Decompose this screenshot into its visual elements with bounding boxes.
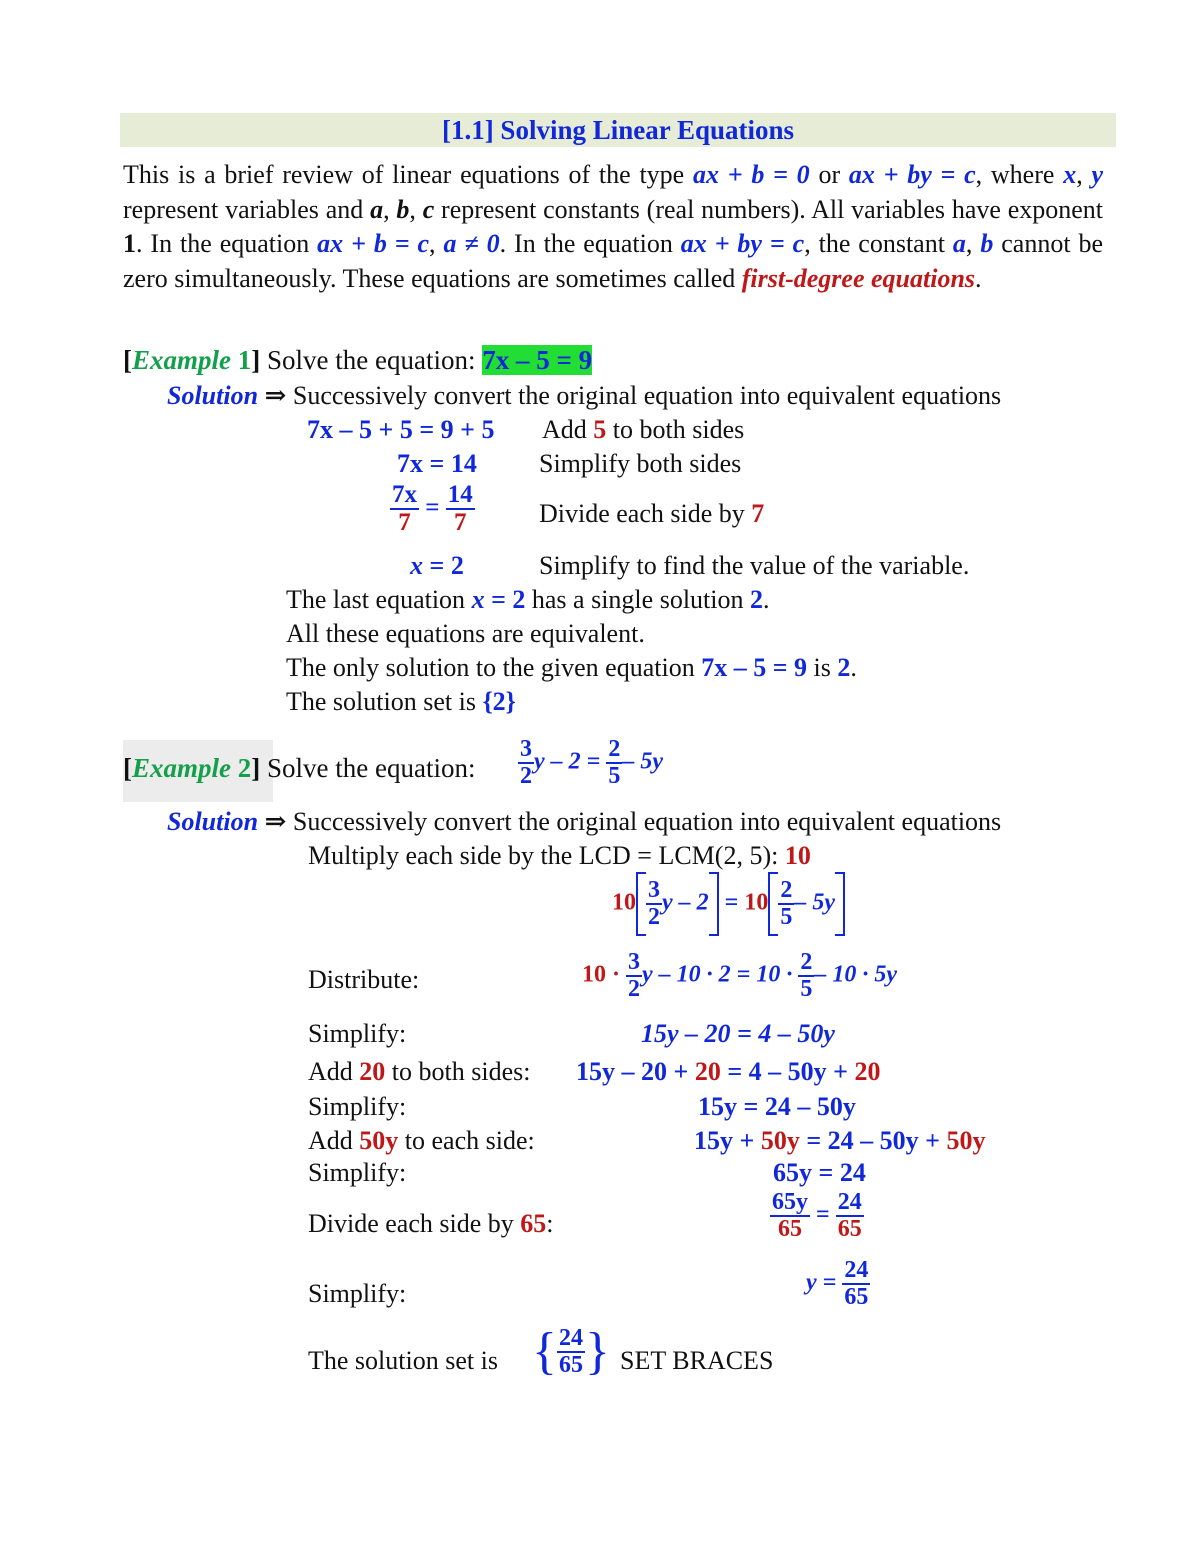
step-note-number: 5 [593,415,607,444]
fraction [518,737,534,789]
left-bracket [636,872,646,936]
step-label: Distribute: [308,965,420,994]
constant: c [422,194,435,224]
implies-arrow: ⇒ [258,381,287,410]
variable: y [1091,160,1103,189]
left-bracket [768,872,778,936]
example-label: Example [132,345,231,375]
example-label: Example [132,753,231,783]
bracket-close: ] [251,345,261,375]
numerator: 3 [626,950,642,977]
equation: ax + by = c [680,229,805,258]
intro-text: represent variables and [123,194,371,224]
denominator: 5 [608,763,621,790]
equation: ax + by = c [848,160,976,189]
denominator: 65 [837,1216,862,1243]
denominator: 2 [520,763,532,790]
distribute-equation [582,950,897,1002]
constant: a [370,194,384,224]
step-label-text: Add [308,1126,360,1155]
conclusion-line [286,686,516,717]
solution-text: Successively convert the original equation into equivalent equations [286,807,1002,836]
equation-part: 10 · [582,961,621,988]
equation-part: – 10 · 5y [814,961,897,988]
intro-text: , [1076,160,1092,189]
numerator: 2 [778,878,794,905]
fraction [626,950,642,1002]
variable: x [410,551,423,580]
denominator: 7 [454,509,467,537]
conclusion-line: All these equations are equivalent. [286,619,645,648]
solution-2-line [167,806,1001,837]
multiply-equation [612,872,845,936]
lcd-text: Multiply each side by the LCD = LCM(2, 5): [308,841,785,870]
equals-sign: = [718,889,745,916]
example-2-heading [123,752,475,784]
step-label-text: : [546,1209,554,1238]
conclusion-text: The solution set is [286,687,483,716]
step-note-text: to both sides [606,415,745,444]
final-equation [806,1258,870,1310]
numerator: 2 [798,950,814,977]
conclusion-text: The only solution to the given equation [286,653,702,682]
denominator: 2 [628,976,641,1003]
conclusion-text: The last equation [286,585,472,614]
fraction-equation [770,1190,864,1242]
example-1-heading [123,344,592,376]
intro-text: or [809,160,849,189]
step-label-text: Add [308,1057,360,1086]
set-braces-note: SET BRACES [620,1346,774,1375]
fraction [557,1326,585,1378]
lcd-value: 10 [784,841,811,870]
equation: a ≠ 0 [443,229,500,258]
step-label [308,1056,530,1087]
variable: x [471,585,485,614]
key-term: first-degree equations [741,263,976,293]
step-equation: 15y – 20 = 4 – 50y [641,1019,835,1048]
example-2-equation [518,737,663,789]
solution-value: 2 [837,653,851,682]
multiplier: 10 [612,889,636,916]
step-note-number: 7 [751,499,765,528]
step-note [539,498,764,529]
example-number: 1 [231,345,252,375]
equation-part: y – 2 = [534,748,601,775]
numerator: 3 [646,878,662,905]
denominator: 5 [800,976,813,1003]
constant: b [396,194,410,224]
conclusion-text: The solution set is [308,1346,498,1375]
fraction [770,1190,810,1242]
conclusion-text: is [807,653,838,682]
conclusion-text: . [850,653,857,682]
step-label-number: 20 [359,1057,386,1086]
bracket-close: ] [251,753,261,783]
equals-sign: = [425,493,440,521]
bracket-open: [ [123,753,132,783]
step-label-number: 50y [359,1126,399,1155]
denominator: 65 [558,1352,583,1379]
conclusion-line [286,652,857,683]
intro-text: cannot be zero simultaneously. These equations are sometimes called [123,229,1104,293]
fraction [390,482,419,537]
equation-part: 15y + [694,1126,761,1155]
right-brace: } [584,1323,610,1381]
intro-text: , where [975,160,1064,189]
intro-text: . In the equation [136,229,318,258]
numerator: 65y [770,1190,810,1217]
equation-part: 20 [854,1057,881,1086]
solution-value: 2 [749,585,763,614]
exponent-value: 1 [123,229,136,258]
step-label: Simplify: [308,1158,407,1187]
numerator: 14 [446,482,475,510]
denominator: 5 [780,904,793,930]
equation-part: y – 2 [662,889,709,916]
solution-1-line [167,380,1001,411]
solution-set: {2} [482,687,516,716]
fraction [836,1190,864,1242]
example-prompt: Solve the equation: [260,345,483,375]
intro-text: , the constant [804,229,953,258]
equation: ax + b = 0 [693,160,810,189]
highlighted-equation: 7x – 5 = 9 [482,345,593,375]
numerator: 3 [518,737,534,764]
example-number: 2 [231,753,252,783]
equation: 7x – 5 = 9 [701,653,808,682]
numerator: 24 [842,1258,870,1285]
step-note-text: Add [542,415,594,444]
equation-part: = 4 – 50y + [720,1057,855,1086]
intro-text: , [383,194,397,224]
variable: x [1063,160,1077,189]
step-label: Simplify: [308,1019,407,1048]
numerator: 7x [390,482,419,510]
equation-part: 15y – 20 + [576,1057,695,1086]
denominator: 2 [648,904,660,930]
implies-arrow: ⇒ [258,807,287,836]
fraction-equation [390,482,475,537]
constant: a [952,229,966,258]
intro-text: . [975,263,982,293]
constant: b [980,229,994,258]
equation-part: – 5y [794,889,835,916]
fraction [446,482,475,537]
equation-part: – 5y [622,748,663,775]
step-label [308,1208,554,1239]
step-label: Simplify: [308,1279,407,1308]
step-label-number: 65 [520,1209,547,1238]
fraction [778,878,794,930]
conclusion-line [286,584,769,615]
intro-text: . In the equation [499,229,681,258]
intro-text: , [965,229,981,258]
conclusion-text: . [762,585,770,614]
step-label-text: to both sides: [385,1057,531,1086]
numerator: 24 [557,1326,585,1353]
equation-part: = 2 [423,551,464,580]
intro-text: , [429,229,444,258]
multiplier: 10 [744,889,769,916]
step-note: Simplify to find the value of the variable. [539,551,970,580]
numerator: 24 [836,1190,864,1217]
intro-paragraph [123,158,1103,296]
solution-label: Solution [167,381,259,410]
equation-part: 50y [946,1126,986,1155]
page-title: [1.1] Solving Linear Equations [441,115,795,145]
step-equation [410,550,464,581]
fraction [646,878,662,930]
denominator: 7 [398,509,411,537]
equation-part: = 24 – 50y + [799,1126,947,1155]
fraction [842,1258,870,1310]
fraction [798,950,814,1002]
step-note [542,414,744,445]
equation: ax + b = c [317,229,430,258]
step-equation: 7x = 14 [397,449,477,478]
intro-text: This is a brief review of linear equations of the type [123,160,693,189]
step-note-text: Divide each side by [539,499,752,528]
right-bracket [709,872,719,936]
solution-set [532,1323,610,1381]
step-equation [576,1056,880,1087]
denominator: 65 [778,1216,802,1243]
step-note: Simplify both sides [539,449,742,478]
denominator: 65 [844,1284,869,1311]
conclusion-text: has a single solution [525,585,750,614]
step-equation: 15y = 24 – 50y [698,1092,856,1121]
solution-text: Successively convert the original equation into equivalent equations [286,381,1002,410]
right-bracket [835,872,845,936]
bracket-open: [ [123,345,132,375]
step-equation: 7x – 5 + 5 = 9 + 5 [307,415,495,444]
equation-part: 20 [694,1057,721,1086]
equation-part: 50y [760,1126,800,1155]
numerator: 2 [606,737,622,764]
step-label-text: Divide each side by [308,1209,521,1238]
step-label-text: to each side: [398,1126,535,1155]
intro-text: , [409,194,423,224]
equals-sign: = [816,1201,830,1228]
step-label: Simplify: [308,1092,407,1121]
equation-part: y = [806,1269,837,1296]
step-label [308,1125,535,1156]
lcd-line [308,840,811,871]
fraction [606,737,622,789]
example-prompt: Solve the equation: [260,753,476,783]
step-equation [694,1125,985,1156]
step-equation: 65y = 24 [773,1158,866,1187]
equation-part: = 2 [484,585,526,614]
equation-part: y – 10 · 2 = 10 · [642,961,793,988]
left-brace: { [532,1323,557,1381]
intro-text: represent constants (real numbers). All variables have exponent [434,194,1104,224]
solution-label: Solution [167,807,259,836]
